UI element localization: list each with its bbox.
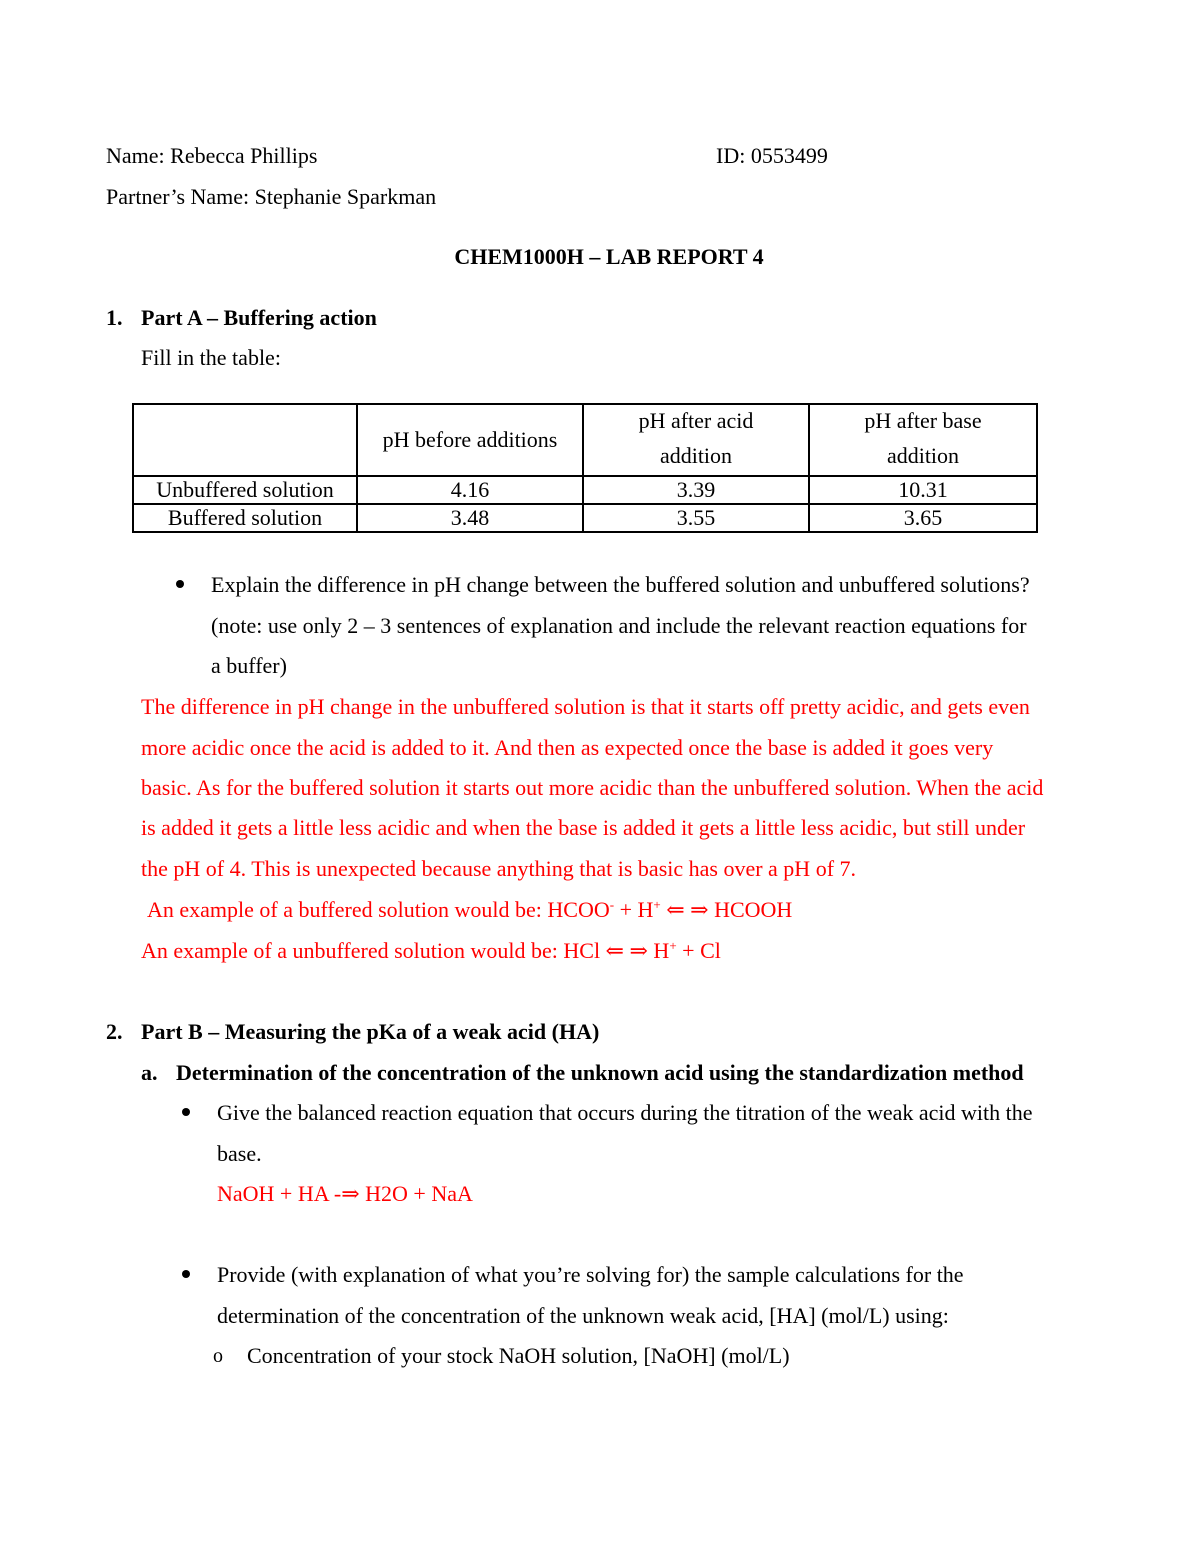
report-title: CHEM1000H – LAB REPORT 4 xyxy=(454,244,764,269)
reaction-answer: NaOH + HA -⇒ H2O + NaA xyxy=(217,1181,473,1206)
student-name: Name: Rebecca Phillips xyxy=(106,143,318,168)
cell-acid: 3.55 xyxy=(583,504,809,532)
answer-line: the pH of 4. This is unexpected because anything that is basic has over a pH of 7. xyxy=(141,856,857,881)
part-b-sub-letter: a. xyxy=(141,1060,158,1085)
col-header-before: pH before additions xyxy=(357,404,583,476)
table-row xyxy=(133,476,1037,504)
bullet-icon xyxy=(182,1108,190,1116)
col-header-acid: pH after acid addition xyxy=(583,404,809,476)
table-corner-cell xyxy=(133,404,357,476)
answer-line: The difference in pH change in the unbuffered solution is that it starts off pretty acidic, and gets even xyxy=(141,694,1030,719)
circle-bullet-icon: o xyxy=(213,1345,223,1367)
bullet-icon xyxy=(182,1270,190,1278)
cell-before: 3.48 xyxy=(357,504,583,532)
question-line: determination of the concentration of the unknown weak acid, [HA] (mol/L) using: xyxy=(217,1303,949,1328)
row-label: Unbuffered solution xyxy=(133,476,357,504)
sub-item: Concentration of your stock NaOH solution, [NaOH] (mol/L) xyxy=(247,1343,790,1368)
part-b-sub-heading: Determination of the concentration of the unknown acid using the standardization method xyxy=(176,1060,1024,1085)
ph-table xyxy=(132,403,1038,533)
part-a-number: 1. xyxy=(106,305,123,330)
question-line: base. xyxy=(217,1141,262,1166)
row-label: Buffered solution xyxy=(133,504,357,532)
question-line: Explain the difference in pH change between the buffered solution and unbuffered solutions? xyxy=(211,572,1030,597)
buffered-example: An example of a buffered solution would be: HCOO- + H+ ⇐ ⇒ HCOOH xyxy=(147,897,793,922)
unbuffered-example: An example of a unbuffered solution would be: HCl ⇐ ⇒ H+ + Cl xyxy=(141,938,721,963)
table-header-row xyxy=(133,404,1037,476)
cell-base: 10.31 xyxy=(809,476,1037,504)
bullet-icon xyxy=(176,580,184,588)
part-b-number: 2. xyxy=(106,1019,123,1044)
cell-before: 4.16 xyxy=(357,476,583,504)
question-line: (note: use only 2 – 3 sentences of explanation and include the relevant reaction equations for xyxy=(211,613,1027,638)
student-id: ID: 0553499 xyxy=(716,143,828,168)
part-a-heading: Part A – Buffering action xyxy=(141,305,377,330)
col-header-base: pH after base addition xyxy=(809,404,1037,476)
question-line: Give the balanced reaction equation that occurs during the titration of the weak acid with the xyxy=(217,1100,1033,1125)
table-row xyxy=(133,504,1037,532)
question-line: a buffer) xyxy=(211,653,287,678)
answer-line: basic. As for the buffered solution it starts out more acidic than the unbuffered solution. When the acid xyxy=(141,775,1044,800)
answer-line: is added it gets a little less acidic and when the base is added it gets a little less acidic, but still under xyxy=(141,815,1026,840)
part-b-heading: Part B – Measuring the pKa of a weak acid (HA) xyxy=(141,1019,600,1044)
answer-line: more acidic once the acid is added to it. And then as expected once the base is added it goes very xyxy=(141,735,994,760)
partner-name: Partner’s Name: Stephanie Sparkman xyxy=(106,184,437,209)
question-line: Provide (with explanation of what you’re solving for) the sample calculations for the xyxy=(217,1262,964,1287)
table-instruction: Fill in the table: xyxy=(141,345,281,370)
cell-base: 3.65 xyxy=(809,504,1037,532)
cell-acid: 3.39 xyxy=(583,476,809,504)
